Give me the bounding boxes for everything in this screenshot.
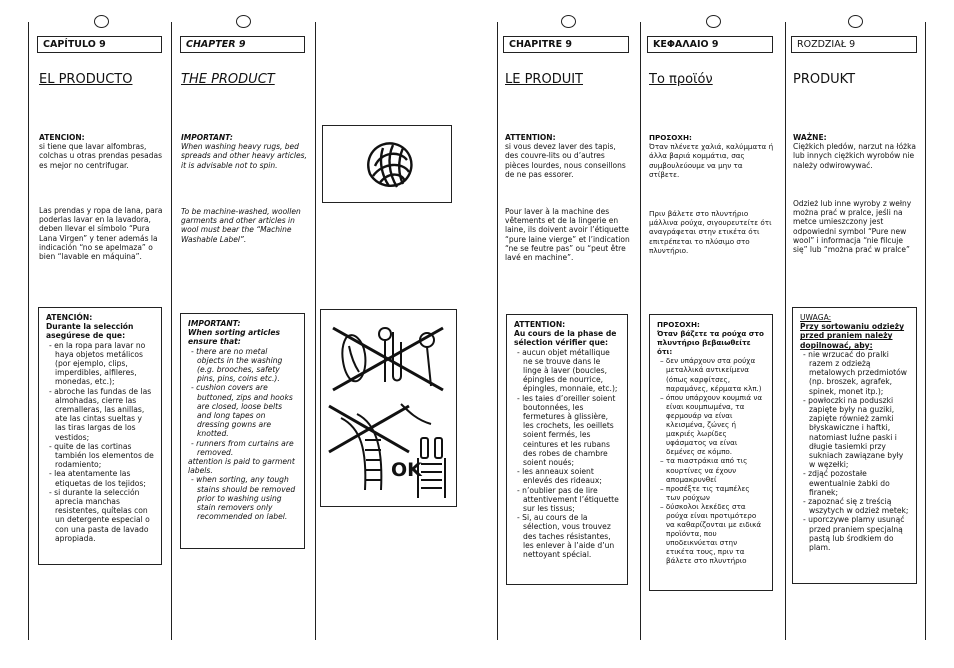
fr-box-item: - n’oublier pas de lire attentivement l’étiquette sur les tissus; xyxy=(517,485,619,514)
pl-attention-head: WAŻNE: xyxy=(793,133,827,142)
pl-wool-text: Odzież lub inne wyroby z wełny można prać w pralce, jeśli na metce umieszczony jest odpowiedni symbol “Pure new wool” i informacja “nie filcuje się” lub “można prać w pralce” xyxy=(793,199,912,255)
pl-box-item: - zapoznać się z treścią wszytych w odzież metek; xyxy=(803,497,909,516)
pl-chapter-label: ROZDZIAŁ 9 xyxy=(791,36,917,53)
en-box-subhead: When sorting articles ensure that: xyxy=(188,328,281,347)
es-chapter-header xyxy=(37,36,162,53)
sorting-illustration-frame xyxy=(320,309,457,507)
pl-box-item: - uporczywe plamy usunąć przed praniem specjalną pastą lub środkiem do plam. xyxy=(803,515,905,553)
en-box-item: - there are no metal objects in the washing (e.g. brooches, safety pins, pins, coins etc.). xyxy=(191,346,283,384)
fr-box-item: - aucun objet métallique ne se trouve dans le linge à laver (boucles, épingles de nourrice, épingles, monnaie, etc.); xyxy=(517,347,618,394)
page-marker xyxy=(561,15,576,28)
el-box-item: – τα πιαστράκια από τις κουρτίνες να έχουν απομακρυνθεί xyxy=(660,456,748,484)
fr-box-item: - Si, au cours de la sélection, vous trouvez des taches résistantes, les enlever à l’aide d’un nettoyant spécial. xyxy=(517,513,615,560)
en-box-item: - cushion covers are buttoned, zips and hooks are closed, loose belts and long tapes on dressing gowns are knotted. xyxy=(191,383,293,439)
pl-box-head: UWAGA: xyxy=(800,313,832,322)
el-box-item: – δύσκολοι λεκέδες στα ρούχα είναι προτιμότερο να καθαρίζονται με ειδικά προϊόντα, που υποδεικνύεται στην ετικέτα τους, πριν τα βάλετε στο πλυντήριο xyxy=(660,501,762,566)
el-box-item: – προσέξτε τις ταμπέλες των ρούχων xyxy=(660,483,750,502)
ok-label: OK xyxy=(391,459,422,481)
page-marker xyxy=(236,15,251,28)
pl-sorting-box xyxy=(792,307,917,584)
el-box-head: ΠΡΟΣΟΧΗ: xyxy=(657,320,700,329)
es-box-item: - si durante la selección aprecia manchas resistentes, quítelas con un detergente especial o con una pasta de lavado apropiada. xyxy=(49,487,150,543)
page-marker xyxy=(94,15,109,28)
fr-wool-text: Pour laver à la machine des vêtements et de la lingerie en laine, ils doivent avoir l’étiquette “pure laine vierge” et l’indication “ne se feutre pas” ou “peut être lavé en machine”. xyxy=(505,207,630,263)
el-box-subhead: Όταν βάζετε τα ρούχα στο πλυντήριο βεβαιωθείτε ότι: xyxy=(657,329,764,357)
es-sorting-box xyxy=(38,307,162,565)
en-box-note: attention is paid to garment labels. xyxy=(188,457,295,476)
en-sorting-box xyxy=(180,313,305,549)
el-chapter-label: ΚΕΦΑΛΑΙΟ 9 xyxy=(647,36,773,53)
es-chapter-label: CAPÍTULO 9 xyxy=(37,36,162,53)
es-attention-head: ATENCION: xyxy=(39,133,85,142)
fr-box-item: - les taies d’oreiller soient boutonnées, les fermetures à glissière, les crochets, les oeillets soient fermés, les ceintures et les rubans des robes de chambre soient noués; xyxy=(517,393,616,468)
fr-title: LE PRODUIT xyxy=(505,72,583,87)
page-marker xyxy=(848,15,863,28)
pl-attention-text xyxy=(793,133,919,170)
el-wool-text: Πριν βάλετε στο πλυντήριο μάλλινα ρούχα, σιγουρευτείτε ότι αναγράφεται στην ετικέτα ότι επιτρέπεται το πλύσιμο στο πλυντήριο. xyxy=(649,209,772,255)
en-title: THE PRODUCT xyxy=(181,72,275,87)
en-box-item: - when sorting, any tough stains should be removed prior to washing using stain removers only recommended on label. xyxy=(191,475,296,522)
en-box-head: IMPORTANT: xyxy=(188,319,241,328)
fr-box-subhead: Au cours de la phase de sélection vérifier que: xyxy=(514,329,617,348)
el-box-item: – όπου υπάρχουν κουμπιά να είναι κουμπωμένα, τα φερμουάρ να είναι κλεισμένα, ζώνες ή μακριές λωρίδες υφάσματος να είναι δεμένες σε κόμπο. xyxy=(660,392,763,457)
el-box-item: – δεν υπάρχουν στα ρούχα μεταλλικά αντικείμενα (όπως καρφίτσες, παραμάνες, κέρματα κλπ.) xyxy=(660,356,762,393)
es-box-item: - en la ropa para lavar no haya objetos metálicos (por ejemplo, clips, imperdibles, alfileres, monedas, etc.); xyxy=(49,340,146,387)
fr-box-item: - les anneaux soient enlevés des rideaux; xyxy=(517,467,602,486)
wool-skein-icon xyxy=(323,126,451,202)
es-title: EL PRODUCTO xyxy=(39,72,133,87)
es-box-head: ATENCIÓN: xyxy=(46,313,93,322)
es-box-item: - abroche las fundas de las almohadas, cierre las cremalleras, las anillas, ate las cintas sueltas y las tiras largas de los vestidos; xyxy=(49,386,152,442)
el-attention-head: ΠΡΟΣΟΧΗ: xyxy=(649,133,692,142)
pl-box-subhead: Przy sortowaniu odzieży przed praniem należy dopilnować, aby: xyxy=(800,322,905,350)
fr-attention-text xyxy=(505,133,631,179)
zipper-ok-icon xyxy=(321,400,456,506)
pl-box-item: - zdjąć pozostałe ewentualnie żabki do firanek; xyxy=(803,469,890,497)
fr-attention-body: si vous devez laver des tapis, des couvre-lits ou d’autres pièces lourdes, nous conseillons de ne pas essorer. xyxy=(505,142,626,179)
fr-sorting-box xyxy=(506,314,628,585)
el-sorting-box xyxy=(649,314,773,591)
en-chapter-header xyxy=(180,36,305,53)
en-attention-text xyxy=(181,133,307,170)
fr-chapter-label: CHAPITRE 9 xyxy=(503,36,629,53)
wool-symbol-frame xyxy=(322,125,452,203)
en-attention-head: IMPORTANT: xyxy=(181,133,233,142)
fr-chapter-header xyxy=(503,36,629,53)
pl-chapter-header xyxy=(791,36,917,53)
el-chapter-header xyxy=(647,36,773,53)
en-chapter-label: CHAPTER 9 xyxy=(180,36,305,53)
pl-box-item: - powłoczki na poduszki zapięte były na guziki, zapięte również zamki błyskawiczne i haftki, natomiast luźne paski i długie tasiemki przy sukniach zawiązane były w węzełki; xyxy=(803,395,904,470)
pl-attention-body: Ciężkich pledów, narzut na łóżka lub innych ciężkich wyrobów nie należy odwirowywać. xyxy=(793,142,916,170)
en-attention-body: When washing heavy rugs, bed spreads and other heavy articles, it is advisable not to spin. xyxy=(181,142,307,170)
fr-box-head: ATTENTION: xyxy=(514,320,566,329)
es-wool-text: Las prendas y ropa de lana, para poderlas lavar en la lavadora, deben llevar el símbolo “Pura Lana Virgen” y tener además la indicación “no se apelmaza” o bien “lavable en máquina”. xyxy=(39,206,163,262)
es-attention-body: si tiene que lavar alfombras, colchas u otras prendas pesadas es mejor no centrifugar. xyxy=(39,142,163,170)
el-attention-body: Όταν πλένετε χαλιά, καλύμματα ή άλλα βαριά κομμάτια, σας συμβουλεύουμε να μην τα στίβετε. xyxy=(649,142,774,179)
el-title: Το προϊόν xyxy=(649,72,713,87)
pl-box-item: - nie wrzucać do pralki razem z odzieżą metalowych przedmiotów (np. broszek, agrafek, spinek, monet itp.); xyxy=(803,349,907,396)
pl-title: PRODUKT xyxy=(793,72,856,87)
en-wool-text: To be machine-washed, woollen garments and other articles in wool must bear the “Machine Washable Label”. xyxy=(181,207,301,244)
es-box-item: - lea atentamente las etiquetas de los tejidos; xyxy=(49,469,146,488)
el-attention-text xyxy=(649,133,775,179)
en-box-item: - runners from curtains are removed. xyxy=(191,438,294,457)
crossed-metal-objects-icon xyxy=(321,310,456,400)
fr-attention-head: ATTENTION: xyxy=(505,133,556,142)
es-box-subhead: Durante la selección asegúrese de que: xyxy=(46,322,134,341)
es-box-item: - quite de las cortinas también los elementos de rodamiento; xyxy=(49,441,154,470)
es-attention-text xyxy=(39,133,164,170)
page-marker xyxy=(706,15,721,28)
